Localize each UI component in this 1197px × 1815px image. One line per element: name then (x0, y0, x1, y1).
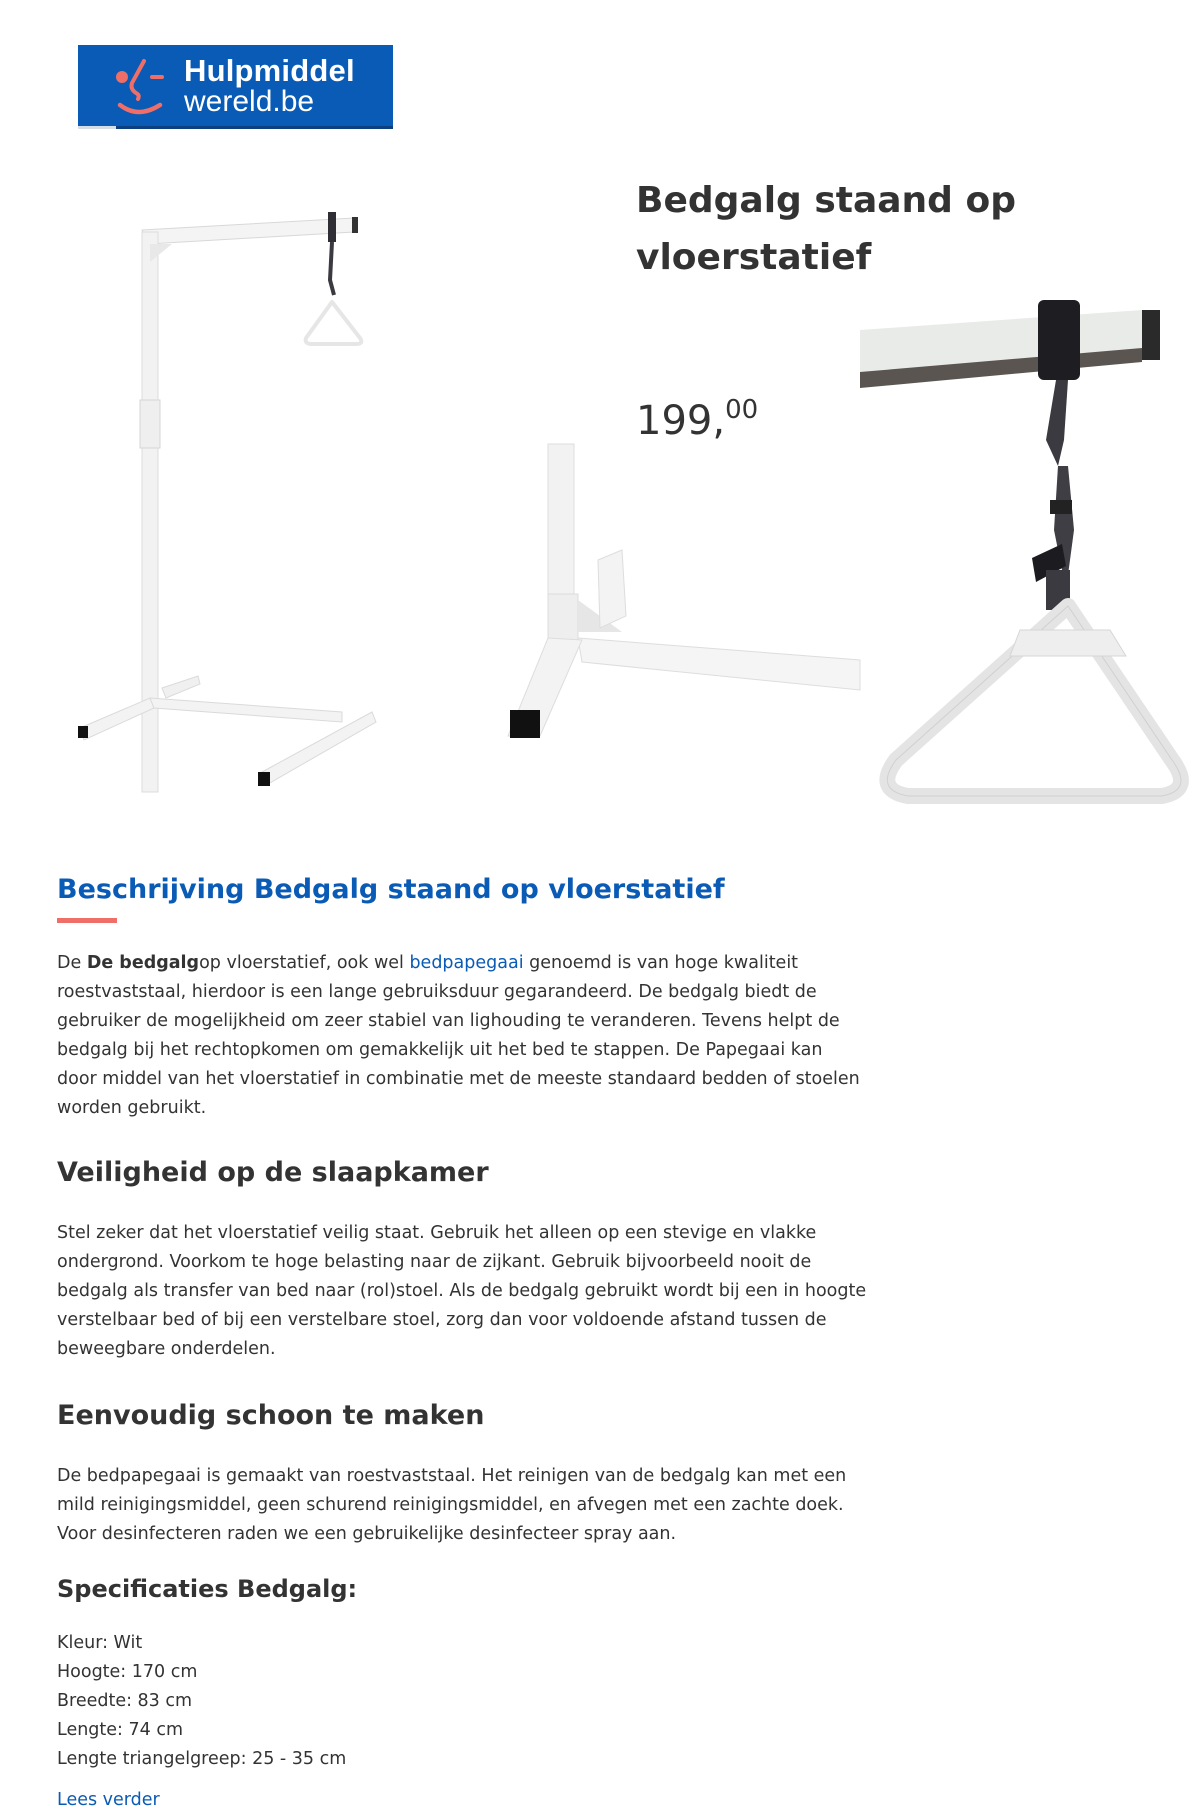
cleaning-heading: Eenvoudig schoon te maken (57, 1400, 485, 1431)
product-description (57, 870, 867, 1815)
description-heading: Beschrijving Bedgalg staand op vloerstatief (57, 874, 725, 905)
description-paragraph (57, 949, 867, 1123)
intro-rest: genoemd is van hoge kwaliteit roestvaststaal, hierdoor is een lange gebruiksduur gegarandeerd. De bedgalg biedt de gebruiker de mogelijkheid om zeer stabiel van lighouding te veranderen. Tevens helpt de bedgalg bij het rechtopkomen om gemakkelijk uit het bed te stappen. De Papegaai kan door middel van het vloerstatief in combinatie met de meeste standaard bedden of stoelen worden gebruikt. (57, 953, 860, 1118)
intro-prefix: De (57, 953, 87, 973)
bedpapegaai-link[interactable]: bedpapegaai (409, 953, 524, 973)
triangle-grip-illustration (860, 290, 1197, 835)
safety-heading: Veiligheid op de slaapkamer (57, 1157, 489, 1188)
stand-base-illustration (492, 440, 860, 750)
product-title: Bedgalg staand op vloerstatief (636, 180, 1016, 278)
floor-stand-illustration (72, 200, 392, 800)
logo-line-2: wereld.be (184, 85, 315, 118)
heading-accent-bar (57, 918, 117, 923)
specs-list (57, 1629, 867, 1774)
smiley-face-icon (114, 57, 174, 121)
spec-width: Breedte: 83 cm (57, 1691, 193, 1711)
site-logo[interactable] (78, 45, 393, 129)
intro-bold: De bedgalg (86, 953, 200, 973)
logo-underline (78, 126, 393, 129)
price-main: 199, (636, 398, 726, 444)
spec-length: Lengte: 74 cm (57, 1720, 183, 1740)
cleaning-paragraph: De bedpapegaai is gemaakt van roestvaststaal. Het reinigen van de bedgalg kan met een mild reinigingsmiddel, geen schurend reinigingsmiddel, en afvegen met een zachte doek. Voor desinfecteren raden we een gebruikelijke desinfecteer spray aan. (57, 1466, 847, 1544)
product-price (636, 395, 759, 444)
product-image-stand[interactable] (72, 200, 392, 800)
logo-line-1: Hulpmiddel (184, 53, 355, 88)
spec-grip-length: Lengte triangelgreep: 25 - 35 cm (57, 1749, 347, 1769)
product-image-grip[interactable] (860, 290, 1197, 835)
safety-paragraph: Stel zeker dat het vloerstatief veilig staat. Gebruik het alleen op een stevige en vlakke ondergrond. Voorkom te hoge belasting naar de zijkant. Gebruik bijvoorbeeld nooit de bedgalg als transfer van bed naar (rol)stoel. Als de bedgalg gebruikt wordt bij een in hoogte verstelbaar bed of bij een verstelbare stoel, zorg dan voor voldoende afstand tussen de beweegbare onderdelen. (57, 1223, 867, 1359)
spec-height: Hoogte: 170 cm (57, 1662, 198, 1682)
price-cents: 00 (725, 395, 759, 425)
spec-color: Kleur: Wit (57, 1633, 143, 1653)
intro-mid: op vloerstatief, ook wel (199, 953, 410, 973)
read-more-link[interactable]: Lees verder (57, 1790, 160, 1810)
specs-heading: Specificaties Bedgalg: (57, 1575, 358, 1603)
product-image-base[interactable] (492, 440, 860, 750)
logo-underline-accent (78, 126, 116, 129)
